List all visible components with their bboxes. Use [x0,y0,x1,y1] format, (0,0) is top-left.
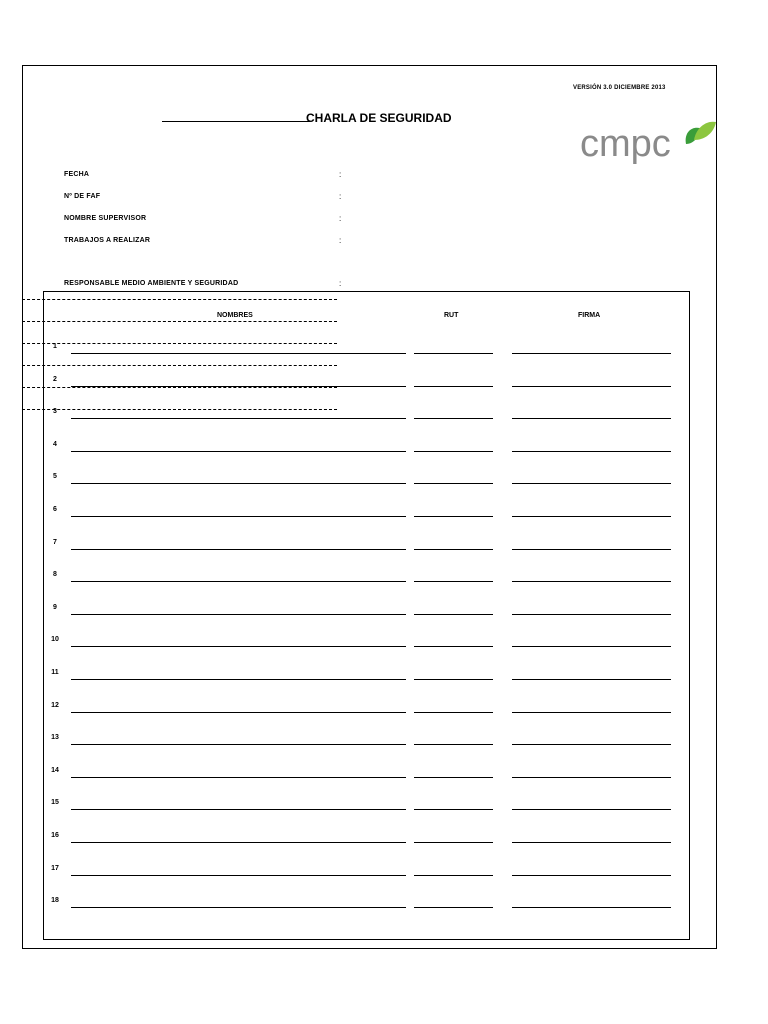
leaf-icon [682,118,718,148]
page-title: CHARLA DE SEGURIDAD [306,111,452,125]
table-row [0,535,768,555]
row-number: 4 [53,440,57,448]
name-line[interactable] [71,451,406,452]
signature-line[interactable] [512,646,671,647]
table-row [0,502,768,522]
row-number: 3 [53,408,57,416]
row-number: 15 [51,799,59,807]
table-row [0,665,768,685]
field-label-trabajos: TRABAJOS A REALIZAR [64,237,151,244]
name-line[interactable] [71,809,406,810]
name-line[interactable] [71,875,406,876]
row-number: 1 [53,343,57,350]
rut-line[interactable] [414,483,493,484]
name-line[interactable] [71,353,406,354]
logo-text: cmpc [580,123,671,165]
table-row [0,600,768,620]
table-row [0,469,768,489]
field-label-fecha: FECHA [64,171,90,178]
signature-line[interactable] [512,451,671,452]
column-header-nombres: NOMBRES [217,312,253,319]
name-line[interactable] [71,907,406,908]
signature-line[interactable] [512,712,671,713]
rut-line[interactable] [414,418,493,419]
field-colon: : [339,170,342,179]
rut-line[interactable] [414,386,493,387]
field-colon: : [339,214,342,223]
table-row [0,632,768,652]
row-number: 14 [51,766,59,774]
rut-line[interactable] [414,353,493,354]
signature-line[interactable] [512,581,671,582]
name-line[interactable] [71,549,406,550]
signature-line[interactable] [512,744,671,745]
name-line[interactable] [71,614,406,615]
signature-line[interactable] [512,483,671,484]
row-number: 17 [51,864,59,872]
name-line[interactable] [71,744,406,745]
table-row [0,339,768,359]
row-number: 12 [51,701,59,709]
signature-line[interactable] [512,679,671,680]
cmpc-logo [580,118,720,178]
rut-line[interactable] [414,581,493,582]
signature-line[interactable] [512,386,671,387]
signature-line[interactable] [512,842,671,843]
name-line[interactable] [71,516,406,517]
signature-line[interactable] [512,614,671,615]
table-row [0,795,768,815]
table-row [0,828,768,848]
name-line[interactable] [71,483,406,484]
signature-line[interactable] [512,809,671,810]
rut-line[interactable] [414,646,493,647]
table-row [0,567,768,587]
name-line[interactable] [71,842,406,843]
signature-line[interactable] [512,549,671,550]
title-underline [162,121,310,122]
column-header-rut: RUT [444,312,459,319]
row-number: 18 [51,897,59,905]
rut-line[interactable] [414,549,493,550]
signature-line[interactable] [512,353,671,354]
rut-line[interactable] [414,842,493,843]
name-line[interactable] [71,777,406,778]
rut-line[interactable] [414,875,493,876]
rut-line[interactable] [414,809,493,810]
row-number: 6 [53,506,57,513]
version-label: VERSIÓN 3.0 DICIEMBRE 2013 [573,85,666,91]
row-number: 7 [53,538,57,546]
row-number: 8 [53,571,57,579]
name-line[interactable] [71,646,406,647]
rut-line[interactable] [414,516,493,517]
field-colon: : [339,236,342,245]
rut-line[interactable] [414,744,493,745]
table-row [0,861,768,881]
field-colon: : [339,279,342,288]
name-line[interactable] [71,418,406,419]
rut-line[interactable] [414,777,493,778]
row-number: 10 [51,636,59,644]
rut-line[interactable] [414,614,493,615]
rut-line[interactable] [414,451,493,452]
name-line[interactable] [71,581,406,582]
field-label-supervisor: NOMBRE SUPERVISOR [64,215,147,222]
signature-line[interactable] [512,907,671,908]
signature-line[interactable] [512,875,671,876]
table-row [0,404,768,424]
table-row [0,763,768,783]
signature-line[interactable] [512,418,671,419]
signature-line[interactable] [512,516,671,517]
name-line[interactable] [71,386,406,387]
row-number: 2 [53,375,57,383]
row-number: 11 [51,669,59,676]
table-row [0,437,768,457]
row-number: 9 [53,603,57,611]
row-number: 16 [51,832,59,839]
rut-line[interactable] [414,712,493,713]
field-label-faf: Nº DE FAF [64,193,101,200]
row-number: 5 [53,473,57,481]
field-colon: : [339,192,342,201]
name-line[interactable] [71,712,406,713]
name-line[interactable] [71,679,406,680]
signature-line[interactable] [512,777,671,778]
table-row [0,730,768,750]
table-row [0,372,768,392]
table-row [0,698,768,718]
field-label-responsable: RESPONSABLE MEDIO AMBIENTE Y SEGURIDAD [64,280,239,287]
table-row [0,893,768,913]
rut-line[interactable] [414,907,493,908]
column-header-firma: FIRMA [578,312,601,319]
rut-line[interactable] [414,679,493,680]
row-number: 13 [51,734,59,742]
